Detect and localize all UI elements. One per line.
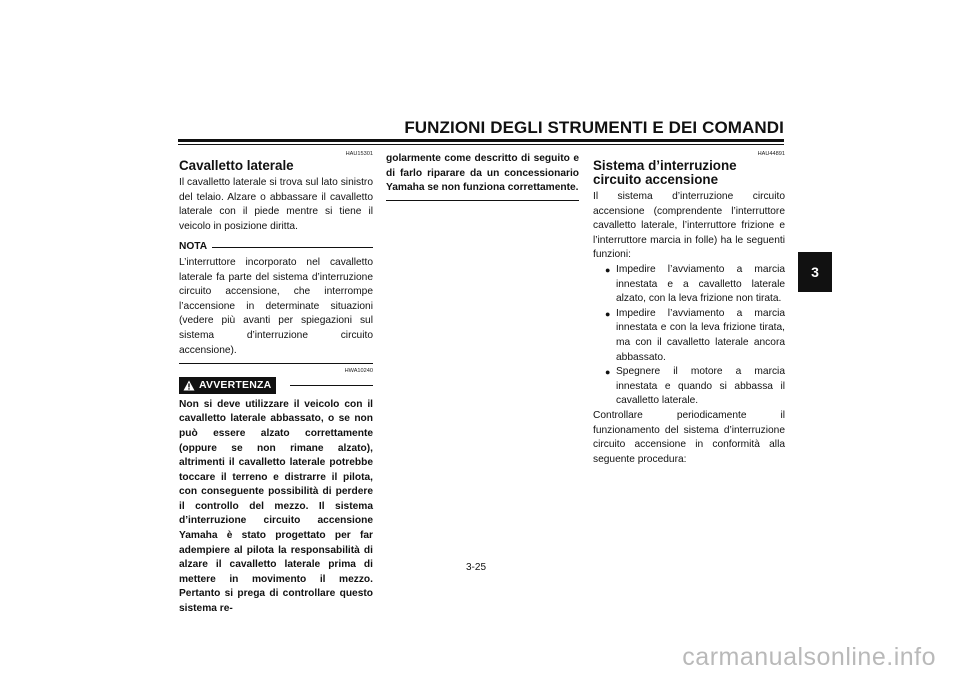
function-list (593, 263, 785, 409)
warning-rule (290, 385, 373, 386)
warning-header (179, 377, 373, 394)
watermark: carmanualsonline.info (682, 643, 936, 671)
list-item: ● Impedire l’avviamento a marcia innestata e a cavalletto laterale alzato, con la leva frizione non tirata. (605, 263, 785, 305)
warning-label: AVVERTENZA (199, 379, 272, 392)
warning-text-continued: golarmente come descritto di seguito e di farlo riparare da un concessionario Yamaha se non funziona correttamente. (386, 153, 579, 194)
list-item: ● Impedire l’avviamento a marcia innestata e con la leva frizione tirata, ma con il cavalletto laterale ancora abbassato. (605, 307, 785, 363)
column-right (593, 150, 785, 467)
warning-end-rule (386, 200, 579, 201)
bullet-icon: ● (605, 264, 611, 275)
column-left (179, 150, 373, 617)
nota-text: L’interruttore incorporato nel cavalletto laterale fa parte del sistema d’interruzione circuito accensione, che interrompe l’accensione in determinate situazioni (vedere più avanti per spiegazioni sul sistema d’interruzione circuito accensione). (179, 256, 373, 356)
column-middle (386, 152, 579, 201)
warning-text: Non si deve utilizzare il veicolo con il cavalletto laterale abbassato, o se non può essere alzato correttamente (oppure se non rimane alzato), altrimenti il cavalletto laterale potrebbe toccare il terreno e distrarre il pilota, con conseguente possibilità di perdere il controllo del mezzo. Il sistema d’interruzione circuito accensione Yamaha è stato progettato per far adempiere al pilota la responsabilità di alzare il cavalletto laterale prima di mettere in movimento il mezzo. Pertanto si prega di controllare questo sistema re- (179, 398, 373, 615)
section-code: HAU44891 (757, 151, 785, 157)
list-item: ● Spegnere il motore a marcia innestata e quando si abbassa il cavalletto laterale. (605, 366, 785, 407)
warning-badge (179, 377, 276, 394)
page-header-title: FUNZIONI DEGLI STRUMENTI E DEI COMANDI (404, 118, 784, 137)
section-outro: Controllare periodicamente il funzionamento del sistema d’interruzione circuito accensione in conformità alla seguente procedura: (593, 409, 785, 465)
nota-rule (212, 247, 373, 248)
bullet-icon: ● (605, 308, 611, 319)
nota-header (179, 240, 373, 255)
section-intro: Il sistema d’interruzione circuito accensione (comprendente l’interruttore cavalletto laterale, l’interruttore frizione e l’interruttore marcia in folle) ha le seguenti funzioni: (593, 191, 785, 261)
warning-triangle-icon (183, 380, 195, 391)
nota-end-rule (179, 363, 373, 364)
header-rule (178, 139, 784, 142)
nota-label: NOTA (179, 241, 208, 253)
warning-code: HWA10240 (344, 368, 373, 375)
section-intro: Il cavalletto laterale si trova sul lato sinistro del telaio. Alzare o abbassare il cavalletto laterale con il piede mentre si tiene il veicolo in posizione diritta. (179, 177, 373, 232)
bullet-icon: ● (605, 367, 611, 378)
page-number: 3-25 (466, 562, 487, 573)
chapter-tab: 3 (798, 252, 832, 292)
header-rule-thin (178, 144, 784, 145)
section-title-sistema: Sistema d’interruzione circuito accensione (593, 158, 737, 187)
section-title-cavalletto: Cavalletto laterale (179, 158, 294, 173)
section-code: HAU15301 (345, 151, 373, 157)
